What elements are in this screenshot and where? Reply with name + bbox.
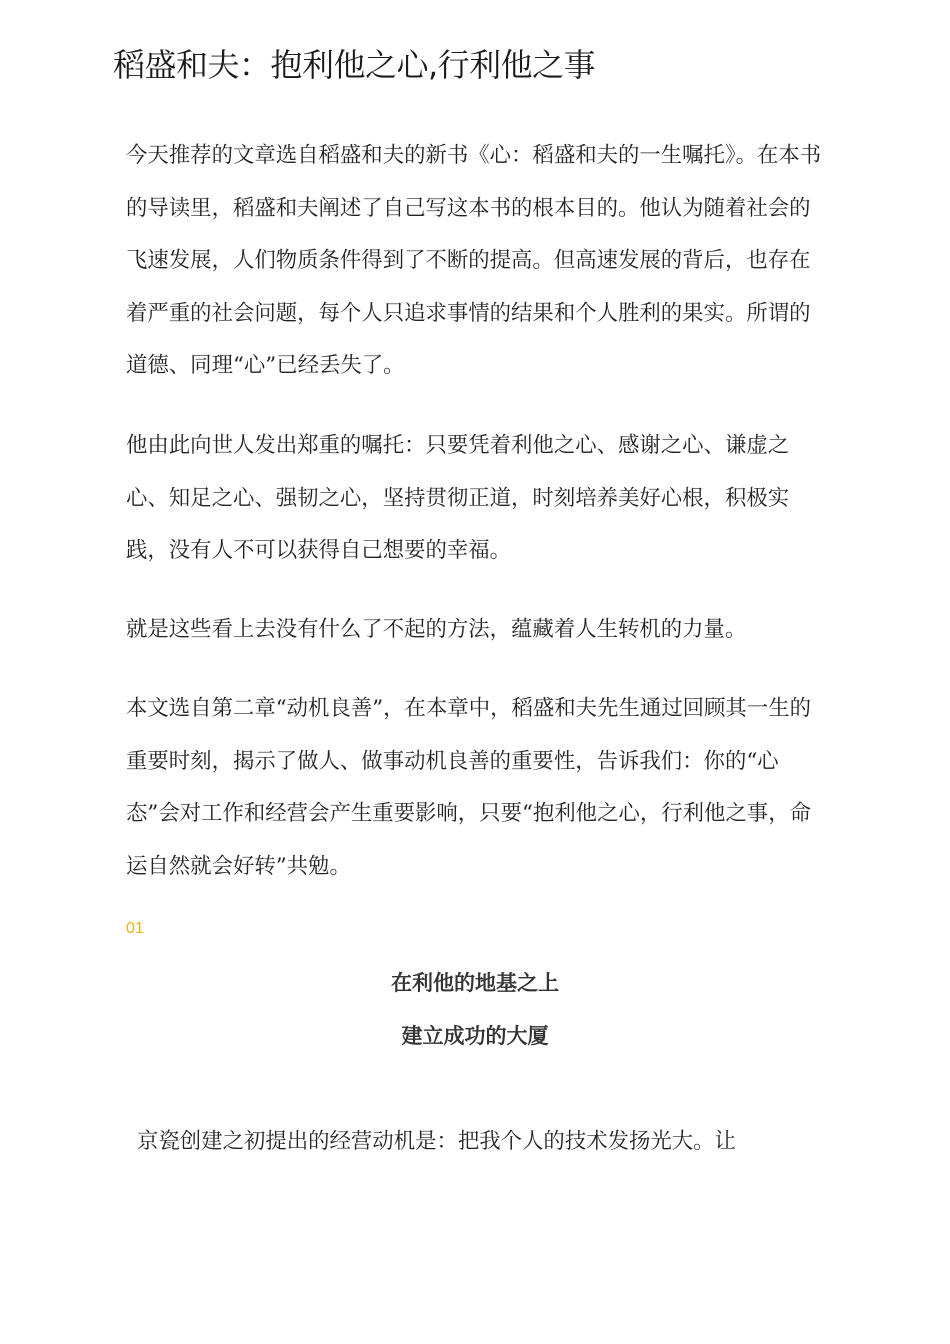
intro-paragraph-3: 就是这些看上去没有什么了不起的方法，蕴藏着人生转机的力量。: [126, 617, 747, 642]
intro-paragraph-1: 今天推荐的文章选自稻盛和夫的新书《心：稻盛和夫的一生嘱托》。在本书的导读里，稻盛和夫阐述了自己写这本书的根本目的。他认为随着社会的飞速发展，人们物质条件得到了不断的提高。但高速发展的背后，也存在着严重的社会问题，每个人只追求事情的结果和个人胜利的果实。所谓的道德、同理“心”已经丢失了。: [126, 143, 822, 378]
section-body-paragraph: 京瓷创建之初提出的经营动机是：把我个人的技术发扬光大。让: [137, 1129, 736, 1154]
section-number: 01: [126, 920, 144, 937]
intro-paragraph-2: 他由此向世人发出郑重的嘱托：只要凭着利他之心、感谢之心、谦虚之心、知足之心、强韧之心，坚持贯彻正道，时刻培养美好心根，积极实践，没有人不可以获得自己想要的幸福。: [126, 433, 790, 563]
article-title: 稻盛和夫：抱利他之心,行利他之事: [113, 46, 596, 84]
section-heading-line-2: 建立成功的大厦: [401, 1024, 549, 1048]
intro-paragraph-4: 本文选自第二章“动机良善”，在本章中，稻盛和夫先生通过回顾其一生的重要时刻，揭示了做人、做事动机良善的重要性，告诉我们：你的“心态”会对工作和经营会产生重要影响，只要“抱利他之心，行利他之事，命运自然就会好转”共勉。: [126, 696, 811, 879]
section-heading-line-1: 在利他的地基之上: [391, 971, 559, 995]
